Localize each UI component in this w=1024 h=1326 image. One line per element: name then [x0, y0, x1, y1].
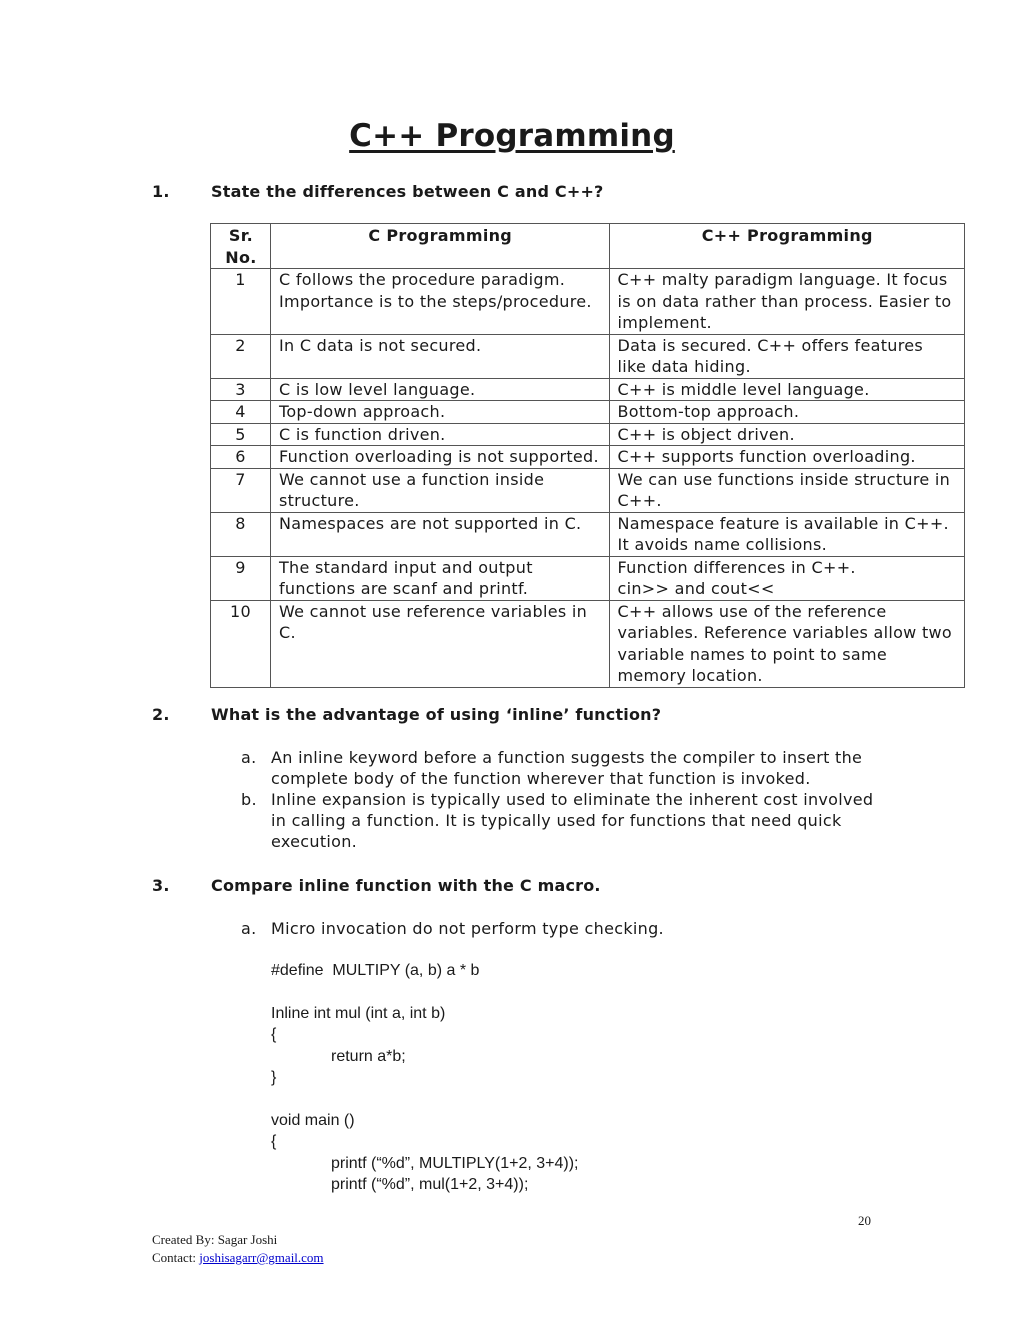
question-2	[152, 705, 661, 724]
list-item	[237, 789, 877, 852]
table-row	[211, 269, 965, 335]
footer-email-link[interactable]: joshisagarr@gmail.com	[199, 1250, 324, 1265]
question-text: Compare inline function with the C macro.	[211, 876, 601, 895]
cell-sr: 3	[211, 378, 271, 401]
question-3	[152, 876, 601, 895]
question-number: 2.	[152, 705, 170, 724]
list-item-text: Micro invocation do not perform type checking.	[271, 919, 664, 938]
question-number: 1.	[152, 182, 170, 201]
cell-cpp: Namespace feature is available in C++. It avoids name collisions.	[609, 512, 964, 556]
footer-contact	[152, 1249, 324, 1267]
table-header-row	[211, 224, 965, 269]
answer-list-q3	[237, 918, 877, 939]
footer	[152, 1231, 324, 1267]
page-title: C++ Programming	[349, 118, 675, 154]
list-item-text: An inline keyword before a function suggests the compiler to insert the complete body of the function wherever that function is invoked.	[271, 748, 863, 788]
cell-cpp: Data is secured. C++ offers features like data hiding.	[609, 334, 964, 378]
header-sr-no: Sr. No.	[211, 224, 271, 269]
code-block	[271, 960, 578, 1195]
code-line: return a*b;	[331, 1047, 406, 1065]
code-line: #define MULTIPY (a, b) a * b	[271, 962, 480, 979]
question-text: State the differences between C and C++?	[211, 182, 604, 201]
cell-c: C follows the procedure paradigm. Importance is to the steps/procedure.	[270, 269, 609, 335]
header-cpp-programming: C++ Programming	[609, 224, 964, 269]
cell-sr: 1	[211, 269, 271, 335]
list-item	[237, 918, 877, 939]
cell-cpp: We can use functions inside structure in C++.	[609, 468, 964, 512]
code-line: Inline int mul (int a, int b)	[271, 1004, 446, 1022]
cell-c: In C data is not secured.	[270, 334, 609, 378]
table-row	[211, 334, 965, 378]
question-number: 3.	[152, 876, 170, 895]
code-line: {	[271, 1133, 277, 1151]
footer-contact-label: Contact:	[152, 1250, 200, 1265]
table-row	[211, 600, 965, 687]
cell-cpp: C++ malty paradigm language. It focus is on data rather than process. Easier to implement.	[609, 269, 964, 335]
cell-sr: 10	[211, 600, 271, 687]
cell-sr: 4	[211, 401, 271, 424]
cell-c: Top-down approach.	[270, 401, 609, 424]
header-c-programming: C Programming	[270, 224, 609, 269]
cell-cpp: C++ supports function overloading.	[609, 446, 964, 469]
table-row	[211, 378, 965, 401]
table-row	[211, 512, 965, 556]
cell-sr: 6	[211, 446, 271, 469]
cell-c: The standard input and output functions are scanf and printf.	[270, 556, 609, 600]
table-row	[211, 556, 965, 600]
cell-sr: 7	[211, 468, 271, 512]
list-item	[237, 747, 877, 789]
cell-c: We cannot use reference variables in C.	[270, 600, 609, 687]
cell-sr: 8	[211, 512, 271, 556]
cell-sr: 2	[211, 334, 271, 378]
question-text: What is the advantage of using ‘inline’ function?	[211, 705, 662, 724]
table-row	[211, 423, 965, 446]
cell-c: Function overloading is not supported.	[270, 446, 609, 469]
code-line: }	[271, 1069, 277, 1087]
list-marker: a.	[241, 748, 257, 767]
comparison-table	[210, 223, 965, 688]
page-number: 20	[858, 1213, 871, 1228]
cell-cpp: Function differences in C++. cin>> and cout<<	[609, 556, 964, 600]
cell-sr: 9	[211, 556, 271, 600]
cell-c: C is low level language.	[270, 378, 609, 401]
list-marker: a.	[241, 919, 257, 938]
list-marker: b.	[241, 790, 257, 809]
table-row	[211, 446, 965, 469]
code-line: printf (“%d”, MULTIPLY(1+2, 3+4));	[331, 1154, 579, 1172]
cell-cpp: C++ allows use of the reference variables. Reference variables allow two variable names to point to same memory location.	[609, 600, 964, 687]
cell-cpp: C++ is object driven.	[609, 423, 964, 446]
cell-cpp: Bottom-top approach.	[609, 401, 964, 424]
table-row	[211, 468, 965, 512]
answer-list-q2	[237, 747, 877, 852]
question-1	[152, 182, 604, 201]
code-line: {	[271, 1026, 277, 1044]
table-row	[211, 401, 965, 424]
list-item-text: Inline expansion is typically used to eliminate the inherent cost involved in calling a function. It is typically used for functions that need quick execution.	[271, 790, 874, 851]
cell-sr: 5	[211, 423, 271, 446]
footer-created-by: Created By: Sagar Joshi	[152, 1232, 278, 1247]
cell-cpp: C++ is middle level language.	[609, 378, 964, 401]
cell-c: We cannot use a function inside structure.	[270, 468, 609, 512]
code-line: printf (“%d”, mul(1+2, 3+4));	[331, 1176, 529, 1194]
cell-c: C is function driven.	[270, 423, 609, 446]
cell-c: Namespaces are not supported in C.	[270, 512, 609, 556]
code-line: void main ()	[271, 1111, 355, 1129]
